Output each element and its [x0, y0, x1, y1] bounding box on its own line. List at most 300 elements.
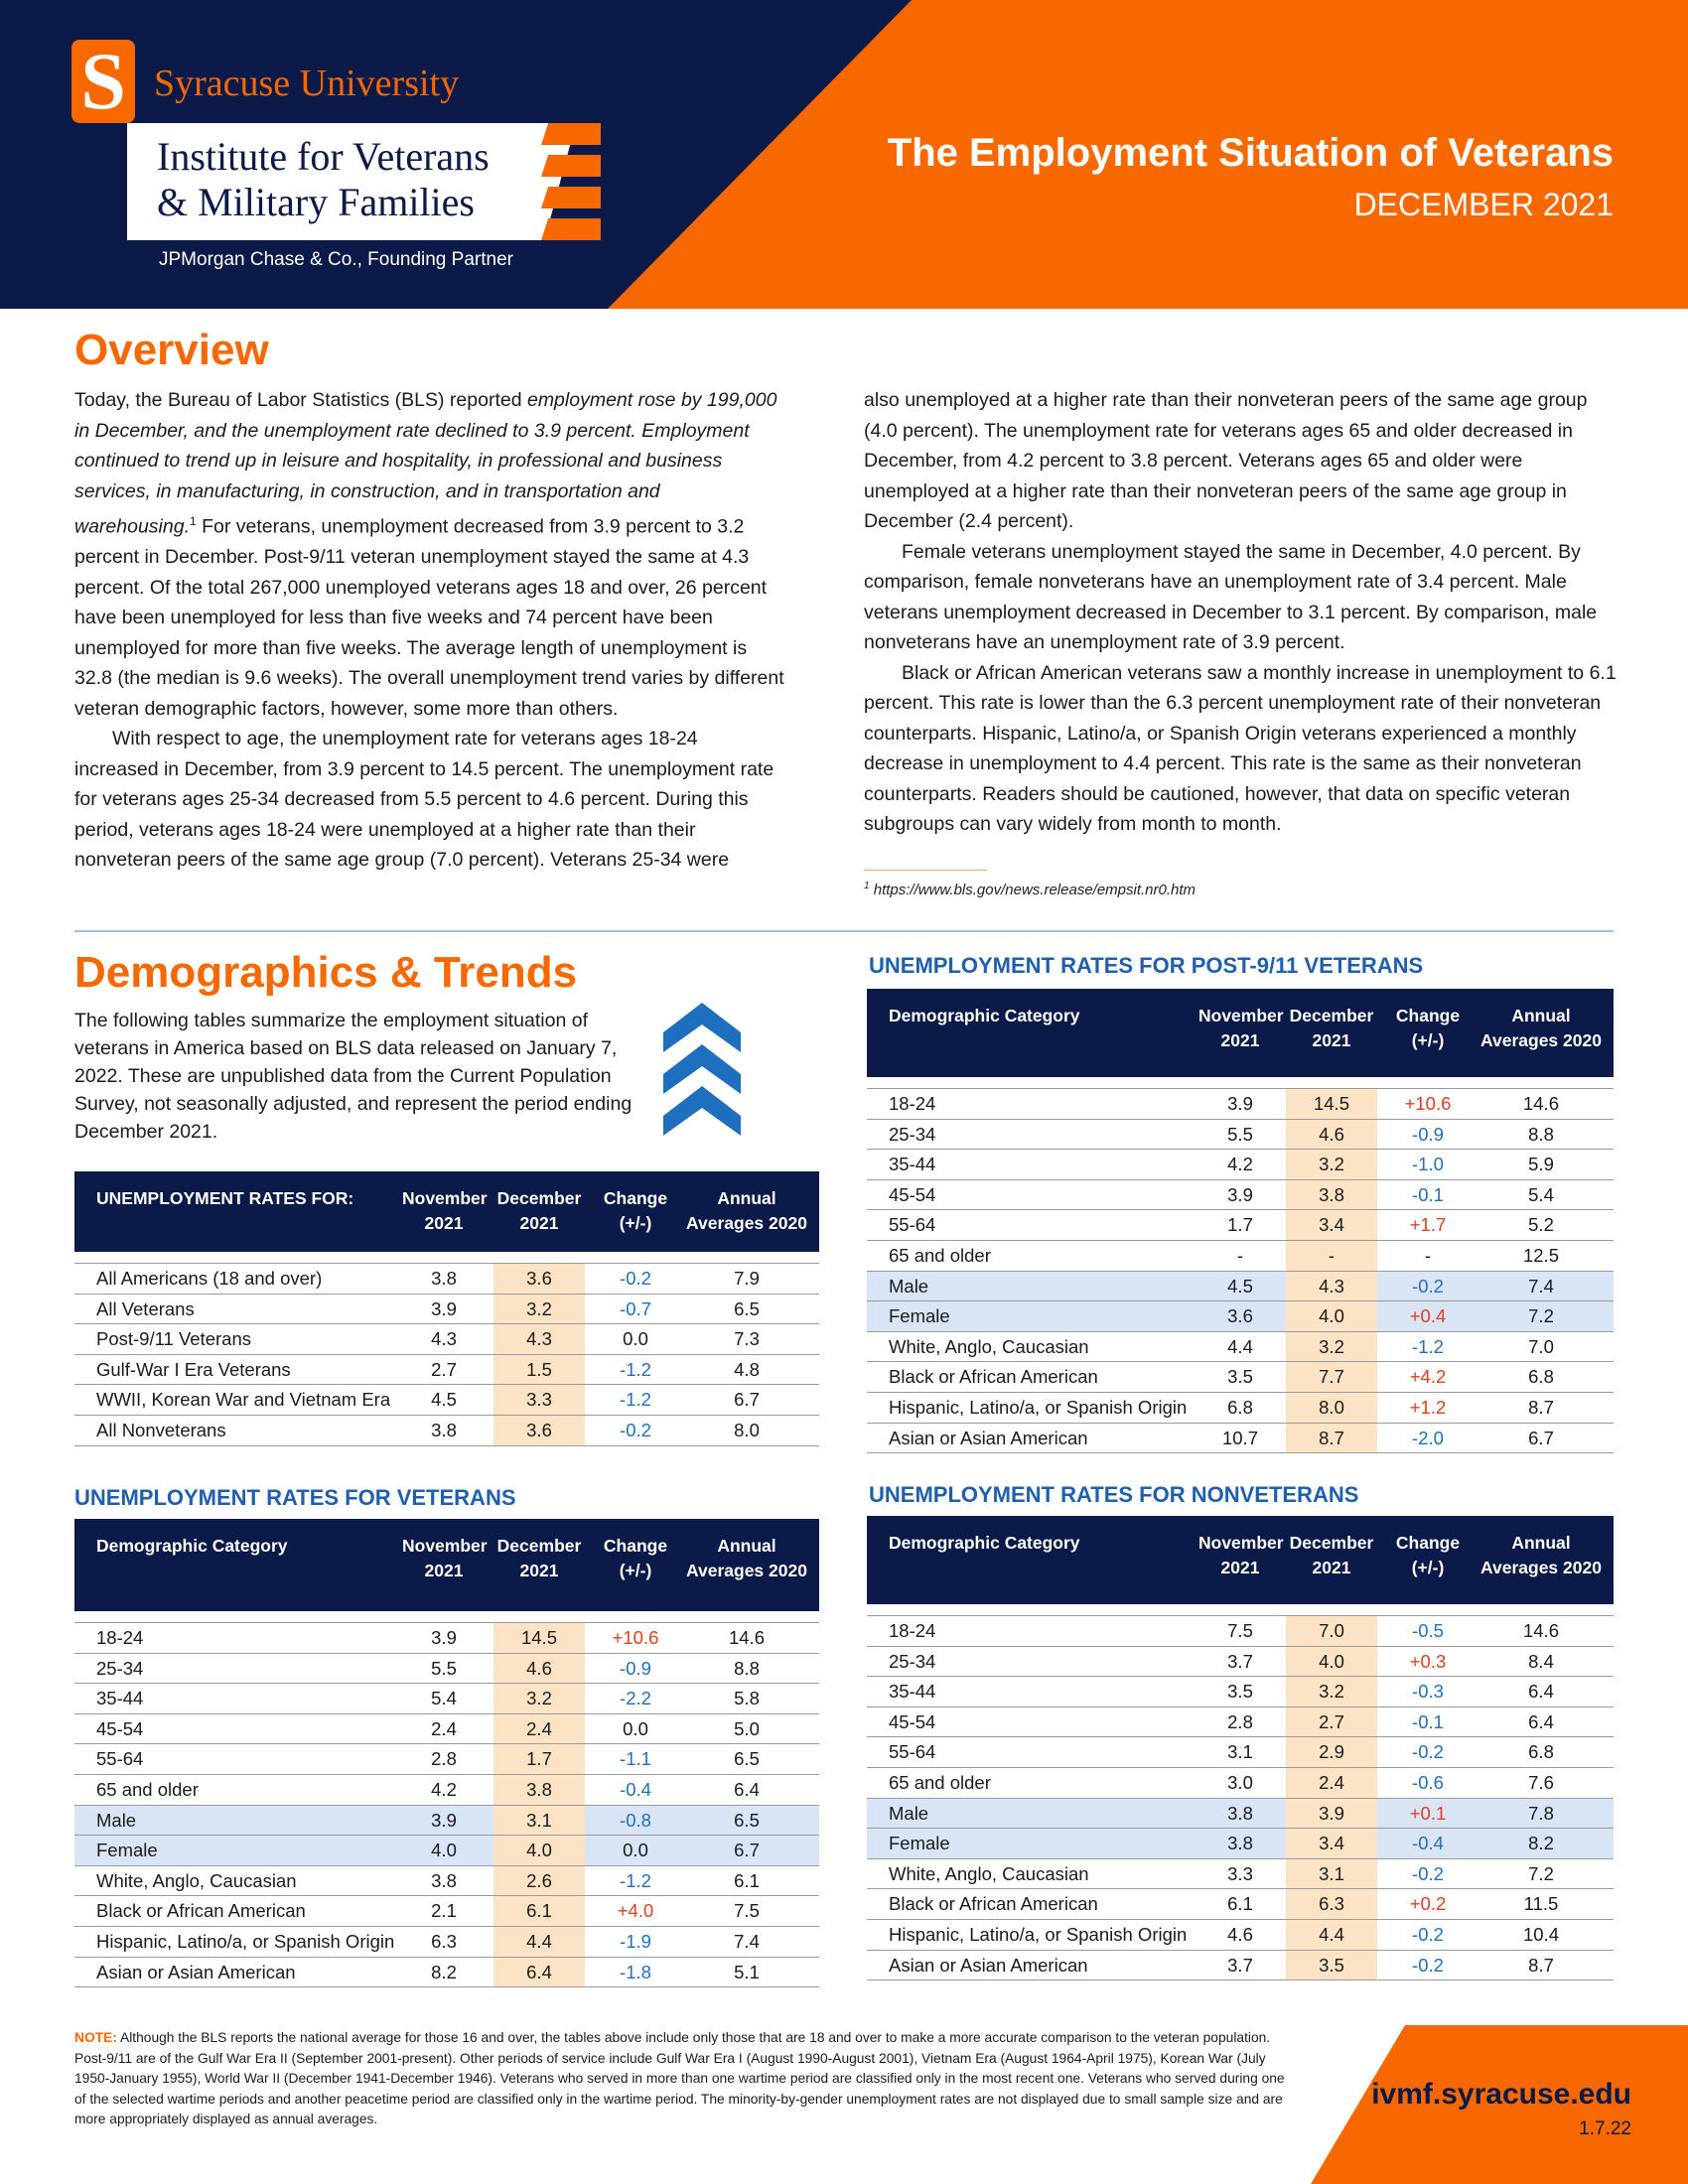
category-cell: 25-34: [889, 1650, 936, 1672]
category-cell: Male: [889, 1802, 929, 1824]
december-cell: 6.3: [1286, 1889, 1377, 1919]
december-cell: -: [1286, 1241, 1377, 1271]
chevron-up-icon: [663, 1003, 741, 1142]
november-cell: 2.1: [431, 1900, 457, 1922]
table-row: [74, 1654, 819, 1685]
overview-heading: Overview: [74, 326, 269, 374]
annual-average-cell: 6.8: [1528, 1366, 1554, 1388]
november-cell: 7.5: [1227, 1620, 1253, 1641]
table-row: [74, 1806, 819, 1837]
category-cell: 65 and older: [889, 1772, 991, 1793]
november-cell: 3.8: [431, 1869, 457, 1891]
december-cell: 3.1: [1286, 1859, 1377, 1889]
annual-average-cell: 8.2: [1528, 1833, 1554, 1854]
december-cell: 3.2: [493, 1684, 585, 1713]
change-cell: +1.7: [1409, 1214, 1447, 1236]
november-cell: -: [1236, 1245, 1244, 1266]
footnote-link[interactable]: https://www.bls.gov/news.release/empsit.nr0.htm: [873, 882, 1196, 898]
december-cell: 3.3: [493, 1385, 585, 1415]
november-cell: 3.8: [1227, 1802, 1253, 1824]
november-cell: 4.0: [431, 1840, 457, 1861]
syracuse-s-logo: S: [71, 40, 135, 123]
november-cell: 4.2: [1227, 1154, 1253, 1175]
category-cell: WWII, Korean War and Vietnam Era: [96, 1389, 391, 1411]
change-cell: +0.3: [1409, 1650, 1447, 1672]
december-cell: 1.5: [493, 1355, 585, 1385]
institute-name-line1: Institute for Veterans: [157, 134, 490, 179]
section-divider: [74, 930, 1614, 932]
website-link[interactable]: ivmf.syracuse.edu: [1371, 2078, 1631, 2111]
december-cell: 14.5: [493, 1623, 585, 1653]
column-header: Annual Averages 2020: [1480, 1533, 1602, 1577]
nonveterans-table-title: UNEMPLOYMENT RATES FOR NONVETERANS: [869, 1482, 1359, 1507]
change-cell: -0.2: [1412, 1924, 1444, 1945]
demographics-heading: Demographics & Trends: [74, 948, 578, 997]
table-row: [74, 1295, 819, 1325]
table-row: [867, 1889, 1614, 1920]
november-cell: 3.8: [431, 1268, 457, 1289]
december-cell: 3.1: [493, 1806, 585, 1836]
table-row: [867, 1089, 1614, 1120]
table-row: [867, 1210, 1614, 1241]
change-cell: -0.4: [1412, 1833, 1444, 1854]
annual-average-cell: 4.8: [734, 1358, 760, 1380]
table-row: [867, 1829, 1614, 1859]
november-cell: 4.5: [1227, 1275, 1253, 1297]
change-cell: -0.2: [1412, 1741, 1444, 1763]
table-row: [74, 1927, 819, 1958]
annual-average-cell: 12.5: [1522, 1245, 1559, 1266]
annual-average-cell: 6.5: [734, 1809, 760, 1831]
table-row: [74, 1958, 819, 1988]
category-cell: 45-54: [96, 1717, 144, 1739]
december-cell: 3.2: [1286, 1677, 1377, 1706]
november-cell: 4.2: [431, 1779, 457, 1800]
annual-average-cell: 6.1: [734, 1869, 760, 1891]
december-cell: 2.9: [1286, 1737, 1377, 1767]
annual-average-cell: 6.7: [1528, 1427, 1554, 1448]
november-cell: 3.8: [431, 1420, 457, 1440]
change-cell: -0.2: [620, 1268, 651, 1289]
table-header: [74, 1519, 819, 1611]
december-cell: 4.6: [1286, 1120, 1377, 1150]
column-header: December 2021: [1289, 1006, 1374, 1050]
category-cell: Asian or Asian American: [96, 1961, 296, 1982]
change-cell: 0.0: [623, 1328, 648, 1350]
column-header: November 2021: [1198, 1006, 1284, 1050]
annual-average-cell: 7.5: [734, 1900, 760, 1922]
december-cell: 4.3: [1286, 1272, 1377, 1301]
november-cell: 3.7: [1227, 1650, 1253, 1672]
december-cell: 2.4: [1286, 1768, 1377, 1798]
change-cell: -0.7: [620, 1297, 651, 1319]
category-cell: White, Anglo, Caucasian: [889, 1335, 1089, 1357]
table-row: [74, 1714, 819, 1745]
column-header: Annual Averages 2020: [686, 1536, 807, 1580]
november-cell: 10.7: [1221, 1427, 1258, 1448]
annual-average-cell: 5.0: [734, 1717, 760, 1739]
column-header: Annual Averages 2020: [686, 1188, 807, 1233]
annual-average-cell: 7.0: [1528, 1335, 1554, 1357]
december-cell: 4.0: [1286, 1647, 1377, 1677]
category-cell: All Veterans: [96, 1297, 195, 1319]
change-cell: -0.1: [1412, 1183, 1444, 1205]
december-cell: 7.7: [1286, 1362, 1377, 1392]
annual-average-cell: 6.4: [1528, 1710, 1554, 1732]
december-cell: 3.5: [1286, 1951, 1377, 1980]
change-cell: -2.0: [1412, 1427, 1444, 1448]
november-cell: 2.4: [431, 1717, 457, 1739]
december-cell: 1.7: [493, 1744, 585, 1774]
veterans-table-title: UNEMPLOYMENT RATES FOR VETERANS: [74, 1485, 516, 1510]
november-cell: 4.3: [431, 1328, 457, 1350]
change-cell: -0.2: [620, 1420, 651, 1440]
december-cell: 4.6: [493, 1654, 585, 1684]
column-header: Demographic Category: [96, 1536, 288, 1556]
category-cell: White, Anglo, Caucasian: [96, 1869, 297, 1891]
november-cell: 3.9: [431, 1809, 457, 1831]
document-date: DECEMBER 2021: [1353, 187, 1614, 222]
december-cell: 4.0: [1286, 1301, 1377, 1331]
category-cell: Gulf-War I Era Veterans: [96, 1358, 291, 1380]
november-cell: 3.9: [431, 1627, 457, 1648]
annual-average-cell: 5.9: [1528, 1154, 1554, 1175]
column-header: November 2021: [1198, 1533, 1284, 1577]
column-header: December 2021: [496, 1536, 582, 1580]
category-cell: Hispanic, Latino/a, or Spanish Origin: [889, 1397, 1188, 1418]
november-cell: 5.5: [1227, 1123, 1253, 1145]
overview-paragraph: also unemployed at a higher rate than their nonveteran peers of the same age group (4.0 percent). The unemployment rate for veterans ages 65 and older decreased in December, from 4.2 percent to 3.8 percent. Veterans ages 65 and older were unemployed at a higher rate than their nonveteran peers of the same age group in December (2.4 percent).: [864, 389, 1588, 532]
table-row: [867, 1768, 1614, 1799]
december-cell: 3.6: [493, 1416, 585, 1445]
column-header: November 2021: [402, 1536, 488, 1580]
overview-paragraph: Female veterans unemployment stayed the same in December, 4.0 percent. By comparison, female nonveterans have an unemployment rate of 3.4 percent. Male veterans unemployment decreased in December to 3.1 percent. By comparison, male nonveterans have an unemployment rate of 3.9 percent.: [864, 540, 1598, 653]
november-cell: 3.9: [431, 1297, 457, 1319]
category-cell: 35-44: [889, 1681, 936, 1703]
table-row: [74, 1896, 819, 1927]
november-cell: 4.6: [1227, 1924, 1253, 1945]
category-cell: Male: [889, 1275, 929, 1297]
annual-average-cell: 7.3: [734, 1328, 760, 1350]
annual-average-cell: 7.8: [1528, 1802, 1554, 1824]
demographics-intro: The following tables summarize the employment situation of veterans in America based on BLS data released on January 7, 2022. These are unpublished data from the Current Population Survey, not seasonally adjusted, and represent the period ending December 2021.: [74, 1010, 633, 1143]
category-cell: 35-44: [96, 1688, 144, 1709]
column-header: Change (+/-): [1395, 1533, 1461, 1577]
annual-average-cell: 8.8: [734, 1657, 760, 1679]
change-cell: -0.2: [1412, 1954, 1444, 1976]
november-cell: 4.4: [1227, 1335, 1253, 1357]
table-row: [74, 1866, 819, 1897]
december-cell: 3.8: [1286, 1180, 1377, 1210]
category-cell: Female: [889, 1833, 950, 1854]
table-row: [867, 1951, 1614, 1981]
table-row: [867, 1362, 1614, 1393]
column-header: Demographic Category: [889, 1533, 1080, 1553]
change-cell: -1.0: [1412, 1154, 1444, 1175]
annual-average-cell: 6.5: [734, 1748, 760, 1770]
december-cell: 6.1: [493, 1896, 585, 1926]
header-banner: [0, 0, 1688, 309]
annual-average-cell: 5.8: [734, 1688, 760, 1709]
november-cell: 3.1: [1227, 1741, 1253, 1763]
november-cell: 3.9: [1227, 1093, 1253, 1114]
december-cell: 6.4: [493, 1958, 585, 1987]
category-cell: 45-54: [889, 1183, 936, 1205]
november-cell: 3.3: [1227, 1862, 1253, 1884]
annual-average-cell: 6.4: [734, 1779, 760, 1800]
change-cell: -1.1: [620, 1748, 651, 1770]
change-cell: 0.0: [623, 1717, 648, 1739]
change-cell: +0.4: [1409, 1305, 1447, 1327]
november-cell: 2.8: [1227, 1710, 1253, 1732]
category-cell: All Americans (18 and over): [96, 1268, 323, 1289]
category-cell: 18-24: [889, 1620, 936, 1641]
change-cell: +1.2: [1409, 1397, 1447, 1418]
overview-paragraph: Black or African American veterans saw a monthly increase in unemployment to 6.1 percent. This rate is lower than the 6.3 percent unemployment rate of their nonveteran counterparts. Hispanic, Latino/a, or Spanish Origin veterans experienced a monthly decrease in unemployment to 4.4 percent. This rate is the same as their nonveteran counterparts. Readers should be cautioned, however, that data on specific veteran subgroups can vary widely from month to month.: [864, 661, 1617, 835]
annual-average-cell: 7.2: [1528, 1862, 1554, 1884]
annual-average-cell: 7.2: [1528, 1305, 1554, 1327]
category-cell: 65 and older: [96, 1779, 199, 1800]
change-cell: -: [1424, 1245, 1432, 1266]
december-cell: 4.4: [493, 1927, 585, 1957]
table-row: [867, 1150, 1614, 1180]
publication-date: 1.7.22: [1579, 2118, 1631, 2139]
column-header: December 2021: [496, 1188, 582, 1233]
table-row: [867, 1424, 1614, 1454]
annual-average-cell: 11.5: [1523, 1893, 1559, 1915]
table-row: [867, 1180, 1614, 1211]
column-header: UNEMPLOYMENT RATES FOR:: [96, 1188, 354, 1208]
annual-average-cell: 5.1: [734, 1961, 760, 1982]
annual-average-cell: 8.0: [734, 1420, 760, 1440]
change-cell: +4.0: [617, 1900, 654, 1922]
post911-table-title: UNEMPLOYMENT RATES FOR POST-9/11 VETERANS: [869, 953, 1424, 978]
category-cell: 25-34: [889, 1123, 936, 1145]
founding-partner: JPMorgan Chase & Co., Founding Partner: [159, 249, 513, 270]
change-cell: -1.8: [620, 1961, 651, 1982]
change-cell: -0.5: [1412, 1620, 1444, 1641]
category-cell: All Nonveterans: [96, 1420, 226, 1440]
change-cell: 0.0: [623, 1840, 648, 1861]
table-row: [867, 1241, 1614, 1272]
category-cell: Asian or Asian American: [889, 1427, 1088, 1448]
university-name: Syracuse University: [154, 63, 460, 104]
change-cell: -0.9: [620, 1657, 651, 1679]
december-cell: 2.7: [1286, 1707, 1377, 1737]
category-cell: 55-64: [889, 1741, 936, 1763]
category-cell: Hispanic, Latino/a, or Spanish Origin: [889, 1924, 1188, 1945]
category-cell: Asian or Asian American: [889, 1954, 1088, 1976]
december-cell: 3.6: [493, 1264, 585, 1294]
overview-paragraph: Today, the Bureau of Labor Statistics (BLS) reported employment rose by 199,000 in December, and the unemployment rate declined to 3.9 percent. Employment continued to trend up in leisure and hospitality, in professional and business services, in manufacturing, in construction, and in transportation and warehousing.$^1$ For veterans, unemployment decreased from 3.9 percent to 3.2 percent in December. Post-9/11 veteran unemployment stayed the same at 4.3 percent. Of the total 267,000 unemployed veterans ages 18 and over, 26 percent have been unemployed for less than five weeks and 74 percent have been unemployed for more than five weeks. The average length of unemployment is 32.8 (the median is 9.6 weeks). The overall unemployment trend varies by different veteran demographic factors, however, some more than others.: [74, 389, 784, 720]
footnote-rule: [864, 870, 987, 871]
table-row: [74, 1264, 819, 1295]
footnote: $^1$ https://www.bls.gov/news.release/empsit.nr0.htm: [864, 881, 1196, 898]
table-row: [74, 1775, 819, 1806]
category-cell: 18-24: [96, 1627, 144, 1648]
november-cell: 6.1: [1227, 1893, 1253, 1915]
december-cell: 3.4: [1286, 1829, 1377, 1858]
annual-average-cell: 6.5: [734, 1297, 760, 1319]
november-cell: 5.4: [431, 1688, 457, 1709]
annual-average-cell: 6.8: [1528, 1741, 1554, 1763]
column-header: Change (+/-): [1395, 1006, 1461, 1050]
december-cell: 3.2: [1286, 1332, 1377, 1362]
december-cell: 3.2: [1286, 1150, 1377, 1179]
november-cell: 5.5: [431, 1657, 457, 1679]
change-cell: -0.1: [1412, 1710, 1444, 1732]
annual-average-cell: 8.7: [1528, 1397, 1554, 1418]
category-cell: Black or African American: [96, 1900, 306, 1922]
document-title: The Employment Situation of Veterans: [887, 131, 1614, 175]
november-cell: 6.3: [431, 1931, 457, 1952]
table-row: [867, 1272, 1614, 1302]
annual-average-cell: 7.9: [734, 1268, 760, 1289]
december-cell: 3.8: [493, 1775, 585, 1805]
change-cell: +0.1: [1409, 1802, 1447, 1824]
table-row: [867, 1799, 1614, 1830]
category-cell: 35-44: [889, 1154, 936, 1175]
column-header: Annual Averages 2020: [1480, 1006, 1602, 1050]
table-row: [867, 1677, 1614, 1707]
overview-right-column: [864, 385, 1618, 840]
table-row: [74, 1324, 819, 1355]
annual-average-cell: 5.2: [1528, 1214, 1554, 1236]
change-cell: -2.2: [620, 1688, 651, 1709]
december-cell: 3.2: [493, 1295, 585, 1324]
overview-left-column: [74, 385, 784, 876]
december-cell: 2.6: [493, 1866, 585, 1896]
category-cell: White, Anglo, Caucasian: [889, 1862, 1089, 1884]
annual-average-cell: 6.7: [734, 1840, 760, 1861]
december-cell: 7.0: [1286, 1616, 1377, 1646]
table-row: [74, 1416, 819, 1446]
column-header: December 2021: [1289, 1533, 1374, 1577]
category-cell: Male: [96, 1809, 137, 1831]
ivmf-e-icon: [541, 123, 601, 240]
annual-average-cell: 7.4: [734, 1931, 760, 1952]
annual-average-cell: 14.6: [728, 1627, 765, 1648]
december-cell: 4.0: [493, 1836, 585, 1865]
november-cell: 3.8: [1227, 1833, 1253, 1854]
table-row: [74, 1355, 819, 1386]
table-header: [74, 1171, 819, 1252]
table-row: [74, 1836, 819, 1866]
november-cell: 3.5: [1227, 1681, 1253, 1703]
change-cell: -0.2: [1412, 1862, 1444, 1884]
column-header: November 2021: [402, 1188, 488, 1233]
november-cell: 8.2: [431, 1961, 457, 1982]
change-cell: -1.2: [1412, 1335, 1444, 1357]
table-row: [74, 1744, 819, 1775]
institute-name-line2: & Military Families: [157, 180, 475, 224]
table-row: [74, 1623, 819, 1654]
category-cell: Post-9/11 Veterans: [96, 1328, 251, 1350]
november-cell: 2.8: [431, 1748, 457, 1770]
table-row: [867, 1393, 1614, 1424]
category-cell: 18-24: [889, 1093, 936, 1114]
category-cell: Female: [889, 1305, 950, 1327]
november-cell: 3.9: [1227, 1183, 1253, 1205]
change-cell: -0.4: [620, 1779, 651, 1800]
change-cell: -0.6: [1412, 1772, 1444, 1793]
category-cell: 25-34: [96, 1657, 144, 1679]
category-cell: 55-64: [96, 1748, 144, 1770]
change-cell: -1.2: [620, 1869, 651, 1891]
november-cell: 6.8: [1227, 1397, 1253, 1418]
category-cell: Hispanic, Latino/a, or Spanish Origin: [96, 1931, 395, 1952]
change-cell: +10.6: [1404, 1093, 1452, 1114]
december-cell: 4.3: [493, 1324, 585, 1354]
annual-average-cell: 8.4: [1528, 1650, 1554, 1672]
december-cell: 4.4: [1286, 1920, 1377, 1950]
footer-note: NOTE: Although the BLS reports the national average for those 16 and over, the tables above include only those that are 18 and over to make a more accurate comparison to the veteran population. Post-9/11 are of the Gulf War Era II (September 2001-present). Other periods of service include Gulf War Era I (August 1990-August 2001), Vietnam Era (August 1964-April 1975), Korean War (July 1950-January 1955), World War II (December 1941-December 1946). Veterans who served in more than one wartime period are classified only in the most recent one. Veterans who served during one of the selected wartime periods and another peacetime period are classified only in the wartime period. The minority-by-gender unemployment rates are not displayed due to small sample size and are more appropriately displayed as annual averages.: [74, 2030, 1285, 2126]
category-cell: Female: [96, 1840, 158, 1861]
change-cell: -1.2: [620, 1389, 651, 1411]
table-row: [867, 1616, 1614, 1647]
november-cell: 3.6: [1227, 1305, 1253, 1327]
november-cell: 3.7: [1227, 1954, 1253, 1976]
table-row: [74, 1684, 819, 1714]
category-cell: Black or African American: [889, 1366, 1098, 1388]
overview-paragraph: With respect to age, the unemployment rate for veterans ages 18-24 increased in December, from 3.9 percent to 14.5 percent. The unemployment rate for veterans ages 25-34 decreased from 5.5 percent to 4.6 percent. During this period, veterans ages 18-24 were unemployed at a higher rate than their nonveteran peers of the same age group (7.0 percent). Veterans 25-34 were: [74, 728, 774, 871]
change-cell: -0.9: [1412, 1123, 1444, 1145]
annual-average-cell: 7.6: [1528, 1772, 1554, 1793]
table-header: [867, 1516, 1614, 1604]
change-cell: -0.3: [1412, 1681, 1444, 1703]
table-row: [867, 1707, 1614, 1738]
change-cell: +0.2: [1409, 1893, 1447, 1915]
category-cell: 65 and older: [889, 1245, 991, 1266]
table-header: [867, 989, 1614, 1077]
change-cell: -1.2: [620, 1358, 651, 1380]
november-cell: 2.7: [431, 1358, 457, 1380]
category-cell: Black or African American: [889, 1893, 1098, 1915]
table-row: [867, 1920, 1614, 1951]
annual-average-cell: 6.7: [734, 1389, 760, 1411]
table-row: [867, 1301, 1614, 1332]
table-row: [867, 1332, 1614, 1363]
annual-average-cell: 8.8: [1528, 1123, 1554, 1145]
november-cell: 3.5: [1227, 1366, 1253, 1388]
column-header: Demographic Category: [889, 1006, 1080, 1025]
table-row: [867, 1859, 1614, 1890]
december-cell: 3.9: [1286, 1799, 1377, 1829]
november-cell: 1.7: [1227, 1214, 1253, 1236]
table-row: [867, 1120, 1614, 1151]
annual-average-cell: 8.7: [1528, 1954, 1554, 1976]
annual-average-cell: 7.4: [1528, 1275, 1554, 1297]
annual-average-cell: 14.6: [1522, 1093, 1559, 1114]
change-cell: +10.6: [612, 1627, 659, 1648]
annual-average-cell: 10.4: [1522, 1924, 1559, 1945]
december-cell: 14.5: [1286, 1089, 1377, 1119]
change-cell: +4.2: [1409, 1366, 1447, 1388]
table-row: [867, 1647, 1614, 1678]
column-header: Change (+/-): [603, 1536, 668, 1580]
december-cell: 8.7: [1286, 1424, 1377, 1453]
annual-average-cell: 14.6: [1522, 1620, 1559, 1641]
annual-average-cell: 6.4: [1528, 1681, 1554, 1703]
column-header: Change (+/-): [603, 1188, 668, 1233]
december-cell: 2.4: [493, 1714, 585, 1744]
change-cell: -1.9: [620, 1931, 651, 1952]
november-cell: 4.5: [431, 1389, 457, 1411]
table-row: [867, 1737, 1614, 1768]
change-cell: -0.2: [1412, 1275, 1444, 1297]
december-cell: 3.4: [1286, 1210, 1377, 1240]
category-cell: 45-54: [889, 1710, 936, 1732]
